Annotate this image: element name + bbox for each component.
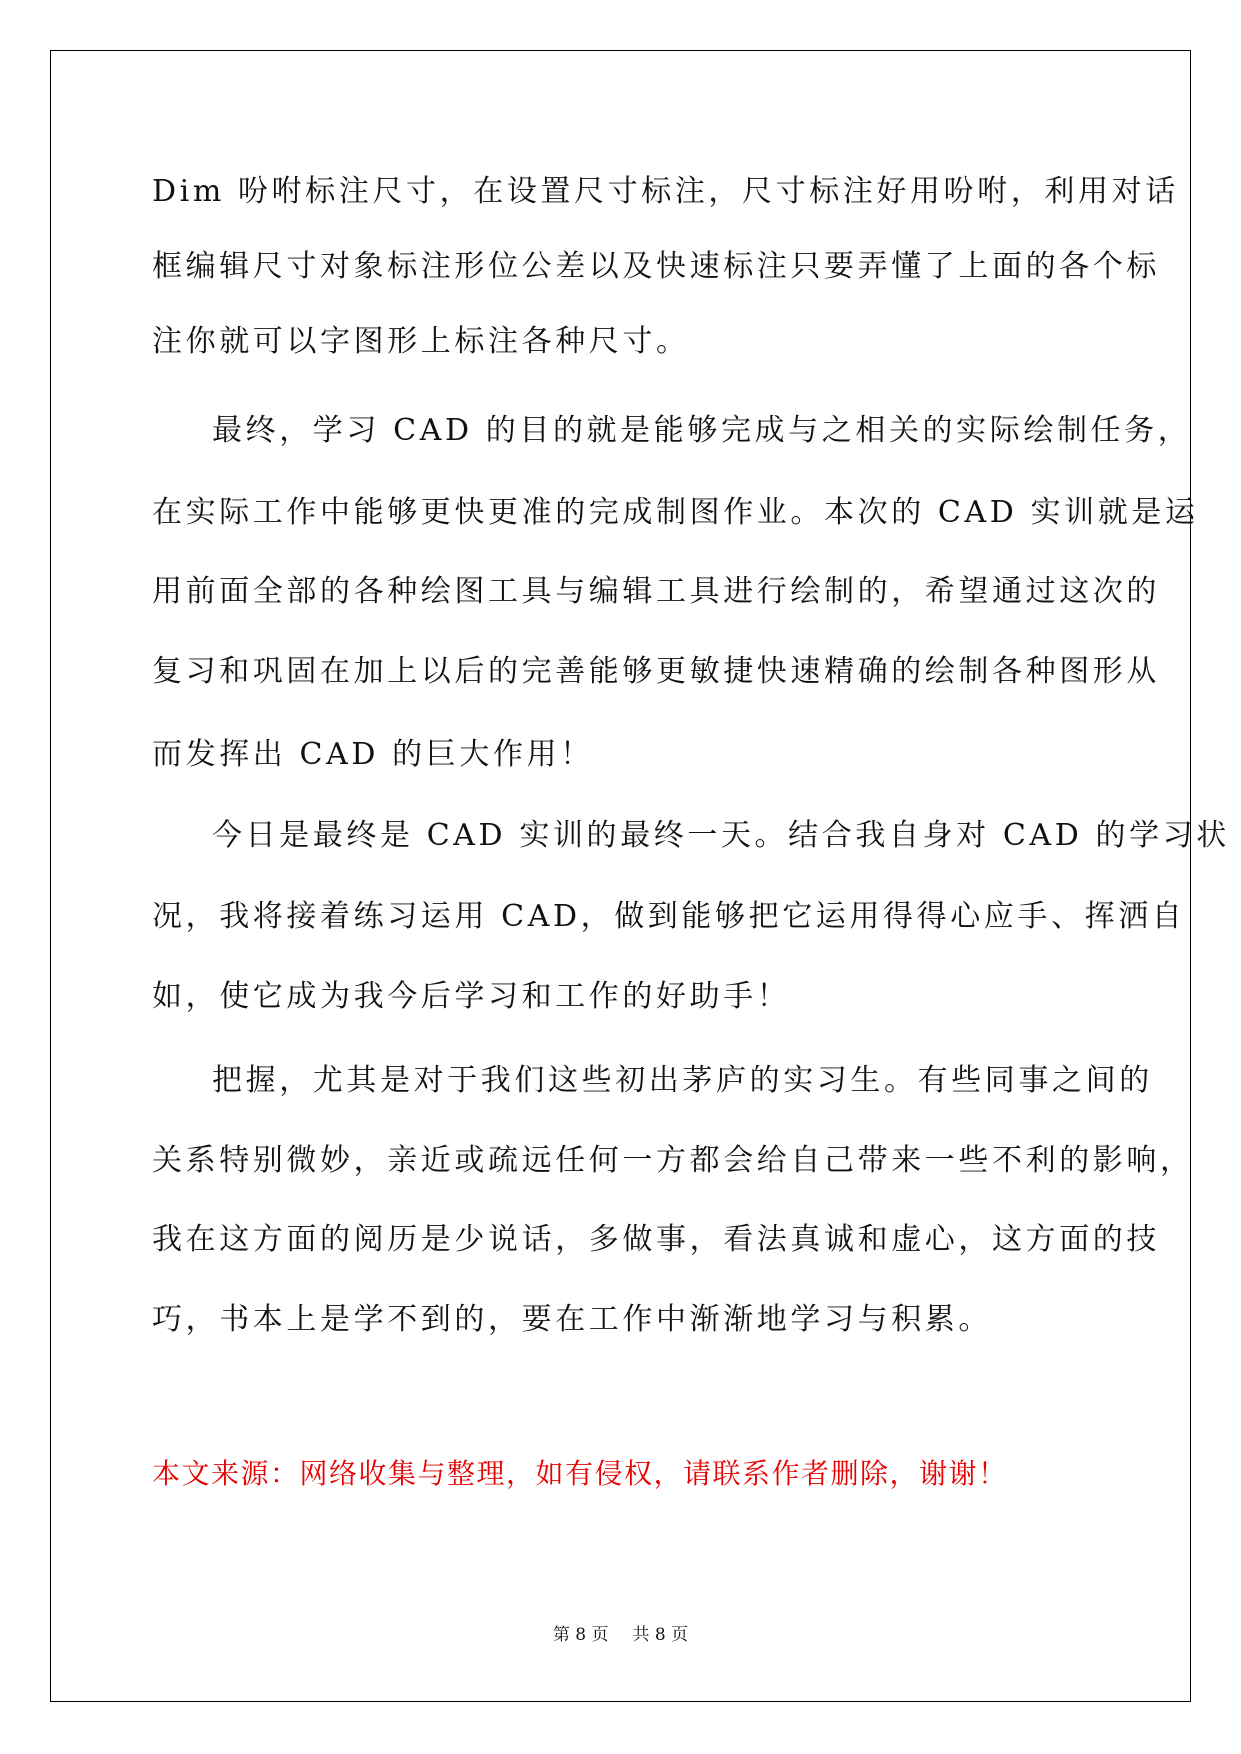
paragraph-line: 注你就可以字图形上标注各种尺寸。 xyxy=(152,324,690,359)
paragraph-line: 今日是最终是 CAD 实训的最终一天。结合我自身对 CAD 的学习状 xyxy=(212,818,1230,853)
paragraph-line: 巧，书本上是学不到的，要在工作中渐渐地学习与积累。 xyxy=(152,1302,992,1337)
page-total: 共 8 页 xyxy=(632,1625,689,1645)
paragraph-line: 我在这方面的阅历是少说话，多做事，看法真诚和虚心，这方面的技 xyxy=(152,1222,1160,1257)
paragraph-line: 框编辑尺寸对象标注形位公差以及快速标注只要弄懂了上面的各个标 xyxy=(152,249,1160,284)
paragraph-line: 最终，学习 CAD 的目的就是能够完成与之相关的实际绘制任务， xyxy=(212,413,1192,448)
paragraph-line: Dim 吩咐标注尺寸，在设置尺寸标注，尺寸标注好用吩咐，利用对话 xyxy=(152,174,1179,209)
paragraph-line: 如，使它成为我今后学习和工作的好助手！ xyxy=(152,979,791,1014)
paragraph-line: 关系特别微妙，亲近或疏远任何一方都会给自己带来一些不利的影响， xyxy=(152,1143,1194,1178)
paragraph-line: 而发挥出 CAD 的巨大作用！ xyxy=(152,737,594,772)
page-number: 第 8 页 xyxy=(552,1625,609,1645)
page-footer xyxy=(0,1620,1241,1645)
paragraph-line: 况，我将接着练习运用 CAD，做到能够把它运用得得心应手、挥洒自 xyxy=(152,899,1186,934)
paragraph-line: 把握，尤其是对于我们这些初出茅庐的实习生。有些同事之间的 xyxy=(212,1063,1153,1098)
paragraph-line: 用前面全部的各种绘图工具与编辑工具进行绘制的，希望通过这次的 xyxy=(152,574,1160,609)
paragraph-line: 在实际工作中能够更快更准的完成制图作业。本次的 CAD 实训就是运 xyxy=(152,495,1199,530)
source-note: 本文来源：网络收集与整理，如有侵权，请联系作者删除，谢谢！ xyxy=(152,1457,1008,1490)
paragraph-line: 复习和巩固在加上以后的完善能够更敏捷快速精确的绘制各种图形从 xyxy=(152,654,1160,689)
